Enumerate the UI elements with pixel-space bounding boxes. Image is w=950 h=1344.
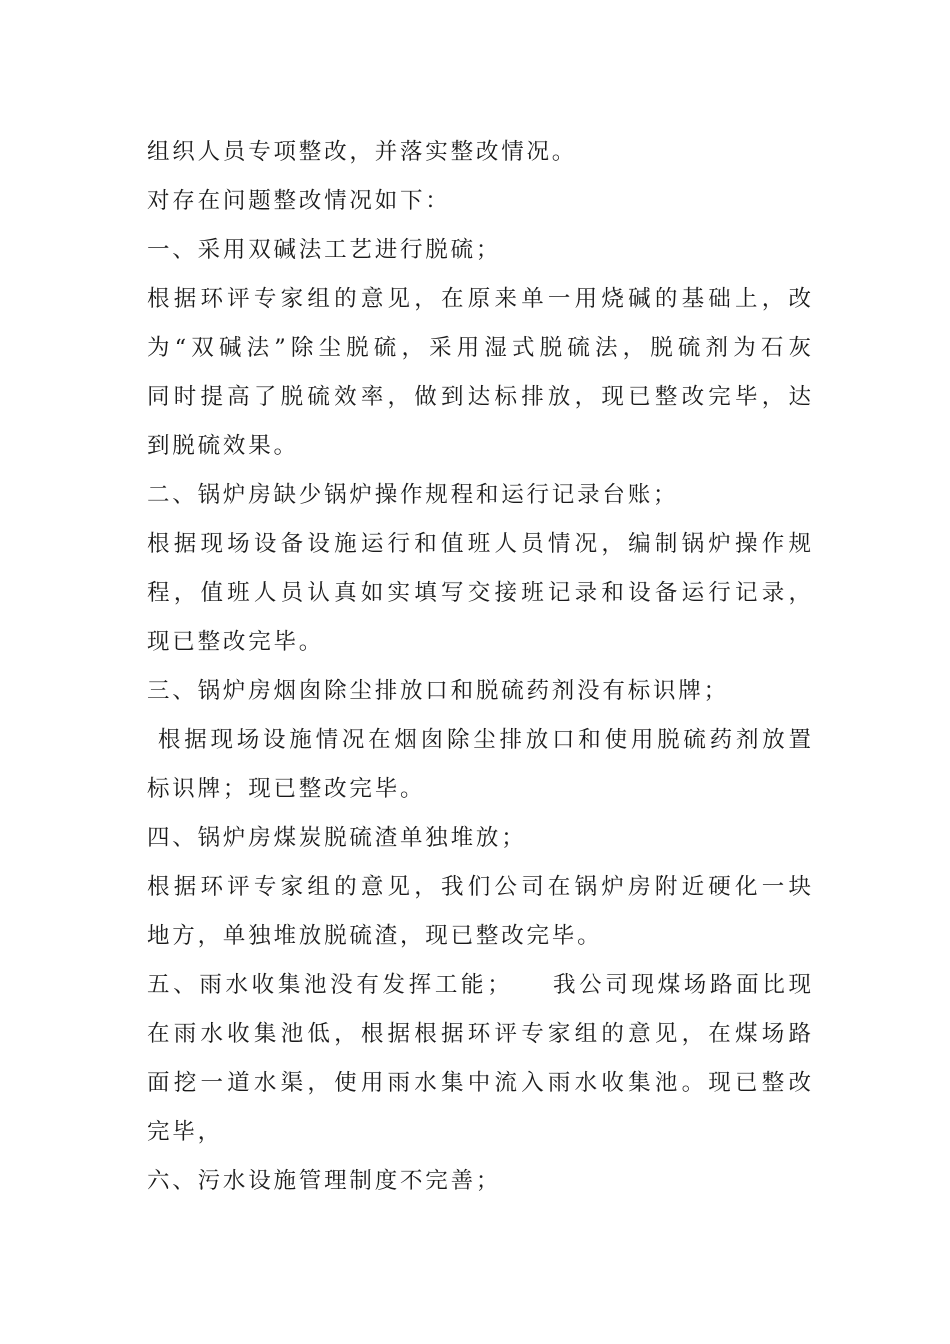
text-line: 程，值班人员认真如实填写交接班记录和设备运行记录， bbox=[147, 580, 811, 606]
text-line: 根据现场设备设施运行和值班人员情况，编制锅炉操作规 bbox=[147, 531, 811, 557]
text-line: 同时提高了脱硫效率，做到达标排放，现已整改完毕，达 bbox=[147, 384, 811, 410]
text-line: 根据现场设施情况在烟囱除尘排放口和使用脱硫药剂放置 bbox=[147, 727, 811, 753]
text-line: 标识牌；现已整改完毕。 bbox=[147, 776, 426, 802]
section-heading: 三、锅炉房烟囱除尘排放口和脱硫药剂没有标识牌； bbox=[147, 678, 729, 704]
text-line: 根据环评专家组的意见，在原来单一用烧碱的基础上，改 bbox=[147, 286, 811, 312]
text-line: 组织人员专项整改，并落实整改情况。 bbox=[147, 139, 578, 165]
section-heading: 一、采用双碱法工艺进行脱硫； bbox=[147, 237, 502, 263]
text-line: 为“双碱法”除尘脱硫，采用湿式脱硫法，脱硫剂为石灰 bbox=[147, 335, 811, 361]
text-line: 对存在问题整改情况如下： bbox=[147, 188, 451, 214]
text-line: 在雨水收集池低，根据根据环评专家组的意见，在煤场路 bbox=[147, 1021, 811, 1047]
section-heading: 二、锅炉房缺少锅炉操作规程和运行记录台账； bbox=[147, 482, 679, 508]
text-line: 完毕， bbox=[147, 1119, 223, 1145]
text-line: 面挖一道水渠，使用雨水集中流入雨水收集池。现已整改 bbox=[147, 1070, 811, 1096]
section-heading: 四、锅炉房煤炭脱硫渣单独堆放； bbox=[147, 825, 527, 851]
section-heading: 六、污水设施管理制度不完善； bbox=[147, 1168, 502, 1194]
document-body bbox=[147, 128, 811, 1206]
text-line: 现已整改完毕。 bbox=[147, 629, 325, 655]
section-heading: 五、雨水收集池没有发挥工能； 我公司现煤场路面比现 bbox=[147, 972, 811, 998]
text-line: 地方，单独堆放脱硫渣，现已整改完毕。 bbox=[147, 923, 603, 949]
text-line: 到脱硫效果。 bbox=[147, 433, 299, 459]
text-line: 根据环评专家组的意见，我们公司在锅炉房附近硬化一块 bbox=[147, 874, 811, 900]
